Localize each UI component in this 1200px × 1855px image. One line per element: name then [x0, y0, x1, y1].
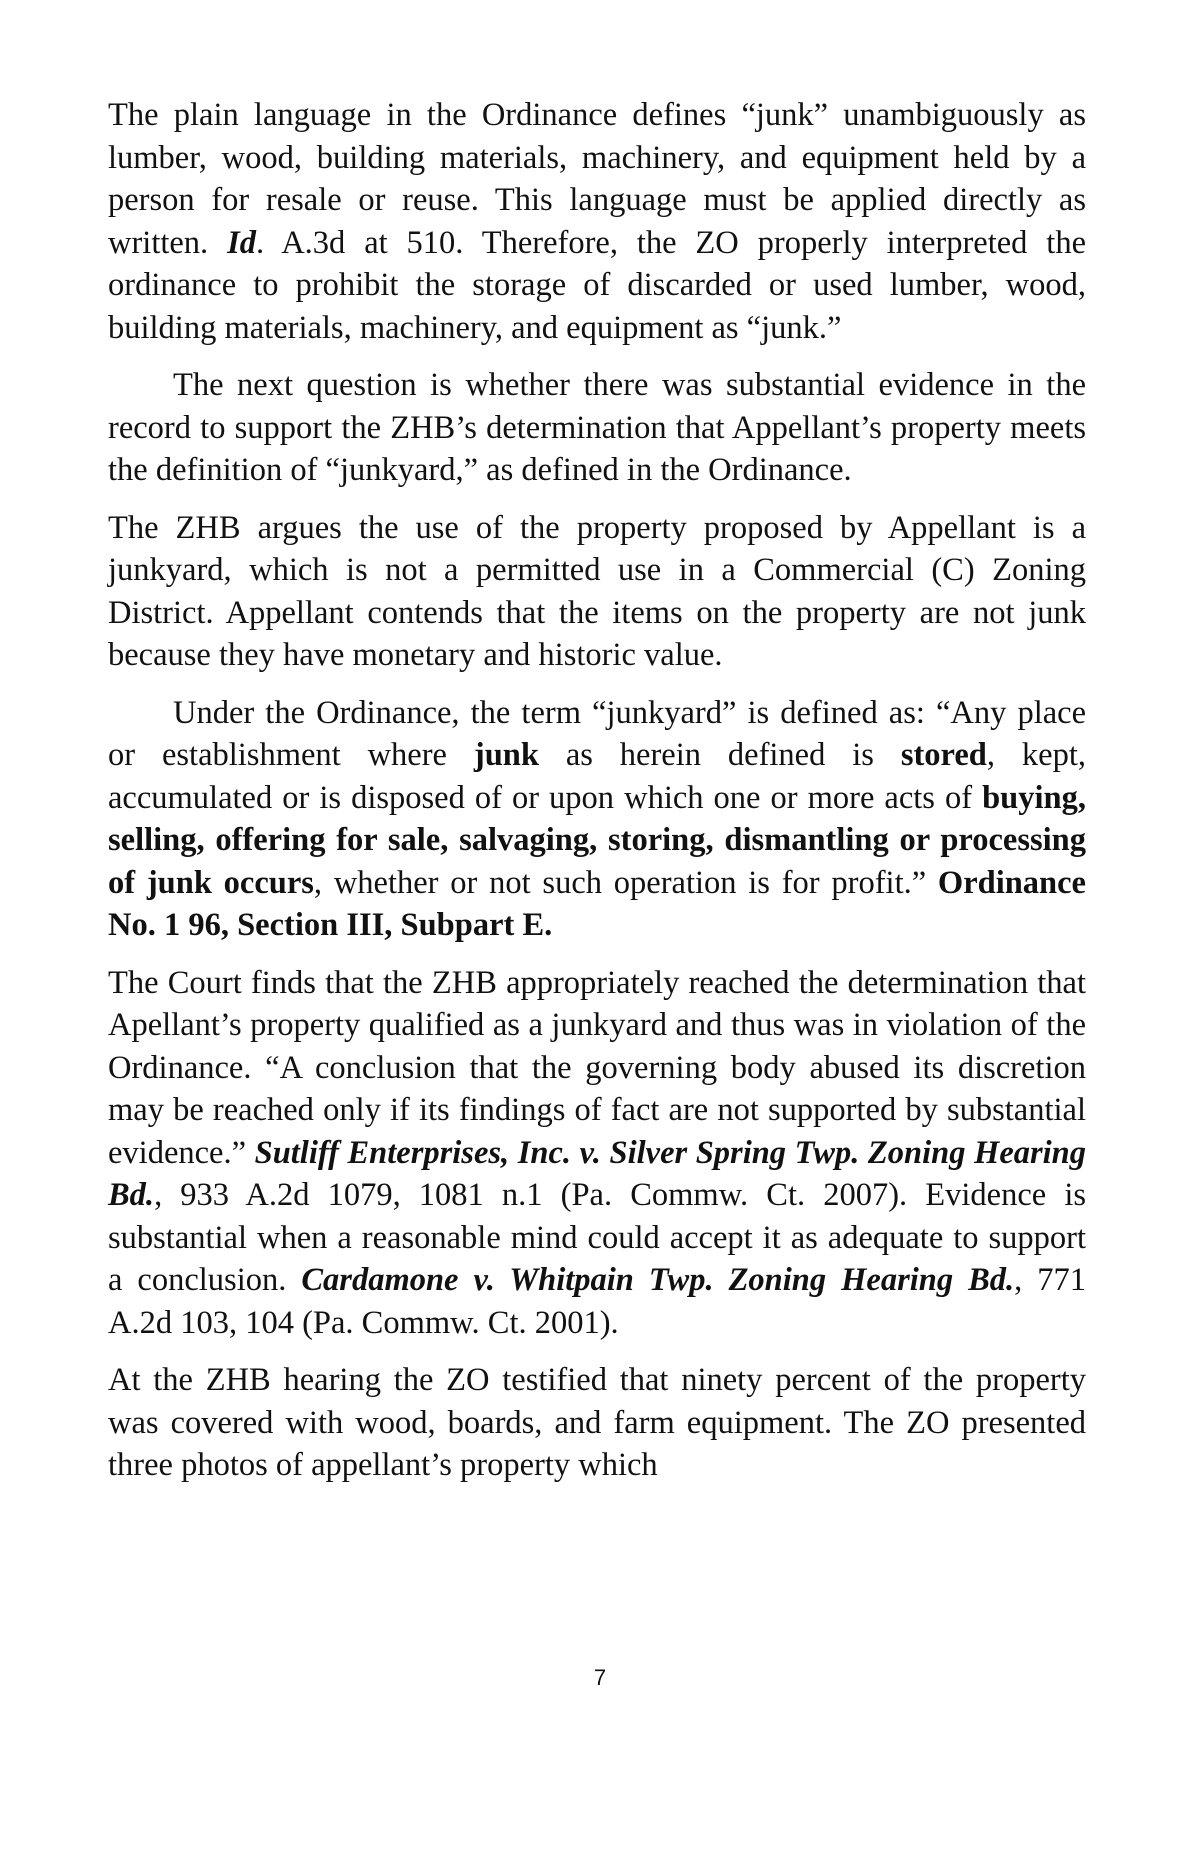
text-run: . A.3d at 510. Therefore, the ZO properly interpreted the ordinance to prohibit the storage of discarded or used lumber, wood, building materials, machinery, and equipment as “junk.”	[108, 224, 1086, 346]
citation-id: Id	[227, 224, 256, 261]
document-page	[108, 94, 1086, 1502]
text-run: At the ZHB hearing the ZO testified that ninety percent of the property was covered with wood, boards, and farm equipment. The ZO presented three photos of appellant’s property which	[108, 1362, 1086, 1483]
text-run: , 771 A.2d 103, 104 (Pa. Commw. Ct. 2001).	[108, 1262, 1087, 1341]
bold-term-stored: stored	[900, 737, 987, 773]
text-run: The Court finds that the ZHB appropriately reached the determination that Apellant’s property qualified as a junkyard and thus was in violation of the Ordinance. “A conclusion that the governing body abused its discretion may be reached only if its findings of fact are not supported by substantial evidence.”	[108, 964, 1086, 1171]
ordinance-citation: Ordinance No. 1 96, Section III, Subpart E.	[108, 864, 1086, 943]
text-run: , kept, accumulated or is disposed of or upon which one or more acts of	[108, 737, 1086, 816]
paragraph-zhb-hearing	[108, 1359, 1086, 1487]
case-citation-cardamone: Cardamone v. Whitpain Twp. Zoning Hearing Bd.	[301, 1262, 1015, 1298]
text-run: Under the Ordinance, the term “junkyard” is defined as: “Any place or establishment where	[108, 694, 1086, 773]
paragraph-junk-definition	[108, 94, 1086, 349]
text-run: The ZHB argues the use of the property proposed by Appellant is a junkyard, which is not a permitted use in a Commercial (C) Zoning District. Appellant contends that the items on the property are not junk because they have monetary and historic value.	[108, 509, 1086, 673]
paragraph-court-finds	[108, 962, 1086, 1345]
bold-acts-list: buying, selling, offering for sale, salvaging, storing, dismantling or processing of junk occurs	[108, 779, 1086, 901]
text-run: The plain language in the Ordinance defines “junk” unambiguously as lumber, wood, building materials, machinery, and equipment held by a person for resale or reuse. This language must be applied directly as written.	[108, 97, 1086, 261]
text-run: , 933 A.2d 1079, 1081 n.1 (Pa. Commw. Ct. 2007). Evidence is substantial when a reasonable mind could accept it as adequate to support a conclusion.	[108, 1177, 1086, 1298]
paragraph-next-question	[108, 364, 1086, 492]
text-run: The next question is whether there was substantial evidence in the record to support the ZHB’s determination that Appellant’s property meets the definition of “junkyard,” as defined in the Ordinance.	[108, 367, 1086, 488]
text-run: as herein defined is	[538, 737, 901, 773]
bold-term-junk: junk	[473, 737, 539, 773]
paragraph-junkyard-definition	[108, 692, 1086, 947]
text-run: , whether or not such operation is for profit.”	[313, 864, 938, 901]
page-number: 7	[593, 1665, 607, 1690]
paragraph-zhb-argues	[108, 507, 1086, 677]
case-citation-sutliff: Sutliff Enterprises, Inc. v. Silver Spring Twp. Zoning Hearing Bd.	[108, 1134, 1087, 1213]
